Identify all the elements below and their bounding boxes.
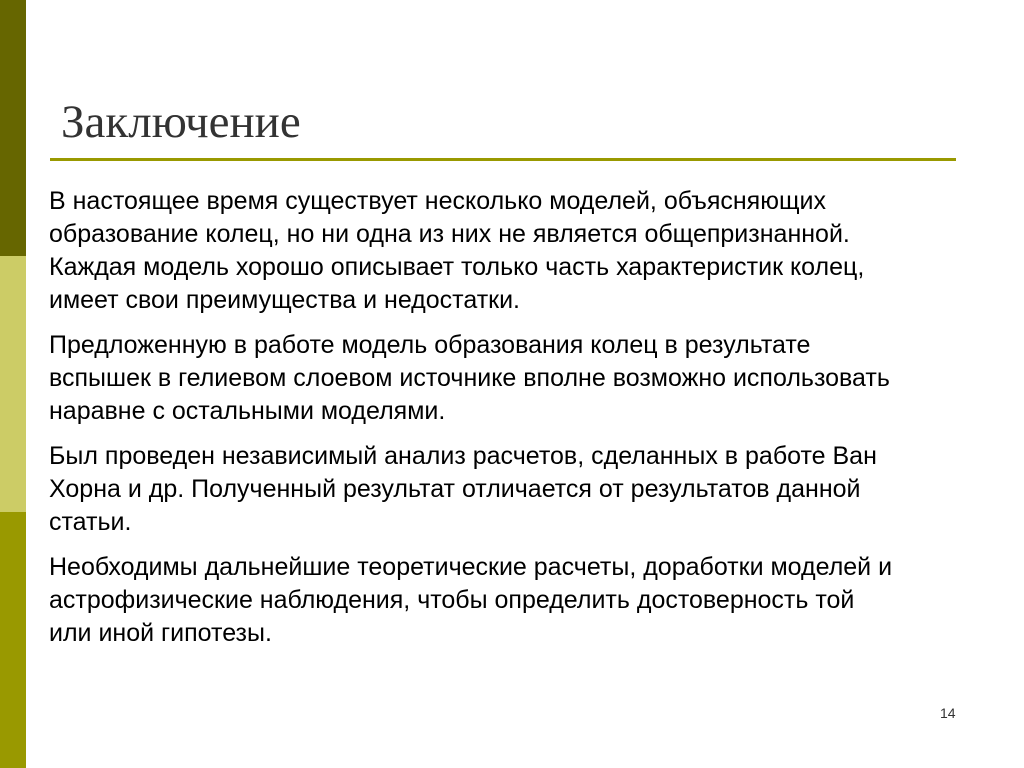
body-line: Был проведен независимый анализ расчетов, сделанных в работе Ван — [49, 442, 877, 470]
title-underline — [50, 158, 956, 161]
body-line: или иной гипотезы. — [49, 619, 272, 647]
left-band-bottom — [0, 512, 26, 768]
body-line: статьи. — [49, 508, 132, 536]
body-line: наравне с остальными моделями. — [49, 397, 446, 425]
body-line: Необходимы дальнейшие теоретические расчеты, доработки моделей и — [49, 553, 893, 581]
body-line: астрофизические наблюдения, чтобы определить достоверность той — [49, 586, 855, 614]
body-line: Хорна и др. Полученный результат отличается от результатов данной — [49, 475, 861, 503]
body-line: Каждая модель хорошо описывает только часть характеристик колец, — [49, 253, 865, 281]
left-band-top — [0, 0, 26, 256]
body-line: В настоящее время существует несколько моделей, объясняющих — [49, 187, 827, 215]
page-number: 14 — [940, 705, 956, 721]
slide-title: Заключение — [61, 96, 301, 148]
body-line: имеет свои преимущества и недостатки. — [49, 286, 520, 314]
left-band-middle — [0, 256, 26, 512]
body-line: вспышек в гелиевом слоевом источнике вполне возможно использовать — [49, 364, 890, 392]
body-line: образование колец, но ни одна из них не является общепризнанной. — [49, 220, 850, 248]
body-line: Предложенную в работе модель образования колец в результате — [49, 331, 811, 359]
